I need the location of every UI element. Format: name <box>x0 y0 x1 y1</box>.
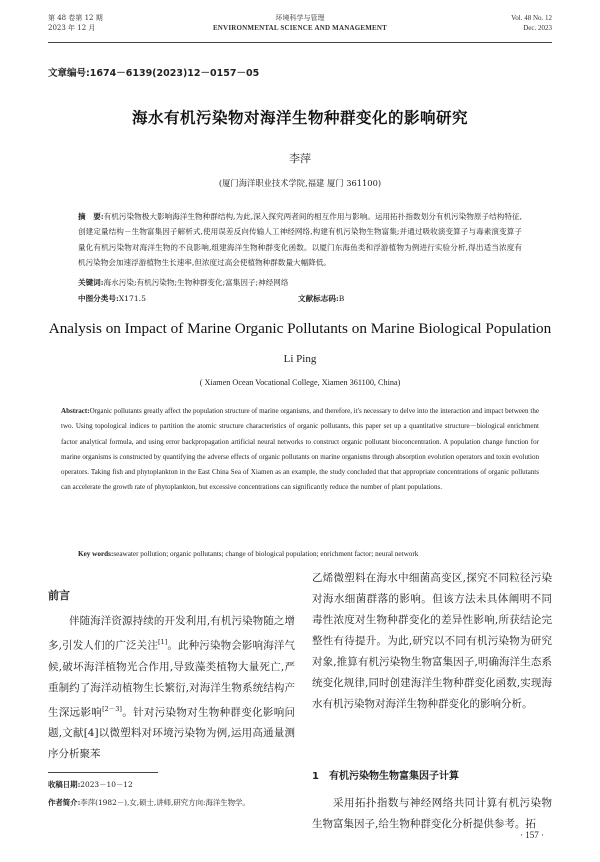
header-divider <box>48 42 552 43</box>
keywords-cn <box>78 277 522 289</box>
abstract-en-label: Abstract: <box>61 407 90 415</box>
abstract-cn-label: 摘 要: <box>78 212 104 221</box>
footnote-divider <box>48 772 158 773</box>
paper-title-en: Analysis on Impact of Marine Organic Pollutants on Marine Biological Population <box>48 320 552 337</box>
abstract-cn <box>78 209 522 270</box>
keywords-cn-label: 关键词: <box>78 278 104 287</box>
keywords-cn-text: 海水污染;有机污染物;生物种群变化;富集因子;神经网络 <box>103 278 289 287</box>
page-number: · 157 · <box>520 830 544 840</box>
abstract-en <box>61 404 539 496</box>
abstract-en-text: Organic pollutants greatly affect the population structure of marine organisms, and therefore, it's necessary to delve into the interaction and impact between the two. Using topological indices to partition the atomic structure characteristics of organic pollutants, this paper set up a quantitative structure－biological enrichment factor analytical formula, and using error backpropagation artificial neural networks to construct organic pollutant bioconcentration. A population change function for marine organisms is constructed by quantifying the adverse effects of organic pollutants on marine organisms through absorption evolution operators and toxin evolution operators. Taking fish and phytoplankton in the East China Sea of Xiamen as an example, the study concluded that that appropriate concentrations of organic pollutants can accelerate the growth rate of phytoplankton, but excessive concentrations can significantly reduce the number of plant populations. <box>61 407 539 492</box>
intro-paragraph-continued: 乙烯微塑料在海水中细菌高变区,探究不同粒径污染对海水细菌群落的影响。但该方法未具体阐明不同毒性浓度对生物种群变化的差异性影响,所获结论完整性有待提升。为此,研究以不同有机污染物为研究对象,推算有机污染物生物富集因子,明确海洋生态系统变化规律,同时创建海洋生物种群变化函数,实现海水有机污染物对海洋生物种群变化的影响分析。 <box>312 572 552 710</box>
citation-2-3: [2－3] <box>102 704 122 713</box>
received-date: 收稿日期:2023－10－12 <box>48 780 133 789</box>
author-cn: 李萍 <box>289 152 311 165</box>
intro-heading: 前言 <box>48 589 70 602</box>
section-1-heading: 1 有机污染物生物富集因子计算 <box>312 771 459 782</box>
article-number: 文章编号:1674－6139(2023)12－0157－05 <box>48 68 260 79</box>
document-code: 文献标志码:B <box>298 294 345 303</box>
paper-title-cn: 海水有机污染物对海洋生物种群变化的影响研究 <box>131 109 468 127</box>
abstract-cn-text: 有机污染物极大影响海洋生物种群结构,为此,深入探究两者间的相互作用与影响。运用拓扑指数划分有机污染物原子结构特征,创建定量结构－生物富集因子解析式,使用误差反向传输人工神经网络,构建有机污染物生物富集;并通过吸收演变算子与毒素演变算子量化有机污染物对海洋生物的不良影响,组建海洋生物种群变化函数。以厦门东海鱼类和浮游植物为例进行实验分析,得出适当浓度有机污染物会加速浮游植物生长速率,但浓度过高会使植物种群数量大幅降低。 <box>78 212 522 267</box>
author-bio: 作者简介:李萍(1982－),女,硕士,讲师,研究方向:海洋生物学。 <box>48 798 250 807</box>
intro-paragraph: 伴随海洋资源持续的开发利用,有机污染物随之增多,引发人们的广泛关注[1]。此种污染物会影响海洋气候,破坏海洋植物光合作用,导致藻类植物大量死亡,严重制约了海洋动植物生长繁衍,对海洋生物系统结构产生深远影响[2－3]。针对污染物对生物种群变化影响问题,文献[4]以微塑料对环境污染物为例,运用高通量测序分析聚苯 <box>48 615 296 760</box>
section-1-paragraph: 采用拓扑指数与神经网络共同计算有机污染物生物富集因子,给生物种群变化分析提供参考。拓 <box>312 797 552 830</box>
header-date-en: Dec. 2023 <box>523 24 552 32</box>
citation-1: [1] <box>157 638 168 646</box>
header-journal-cn: 环境科学与管理 <box>275 14 325 22</box>
clc-number: 中图分类号:X171.5 <box>78 294 146 303</box>
keywords-en-text: seawater pollution; organic pollutants; change of biological population; enrichment factor; neural network <box>113 550 419 558</box>
header-vol-en: Vol. 48 No. 12 <box>511 14 552 22</box>
keywords-en-label: Key words: <box>78 550 114 558</box>
affiliation-en: ( Xiamen Ocean Vocational College, Xiamen 361100, China) <box>199 378 401 387</box>
author-en: Li Ping <box>283 353 317 365</box>
header-volume: 第 48 卷第 12 期 <box>48 14 103 22</box>
header-date: 2023 年 12 月 <box>48 24 96 32</box>
affiliation-cn: (厦门海洋职业技术学院,福建 厦门 361100) <box>218 178 382 188</box>
keywords-en <box>78 550 538 558</box>
header-journal-en: ENVIRONMENTAL SCIENCE AND MANAGEMENT <box>212 24 388 32</box>
